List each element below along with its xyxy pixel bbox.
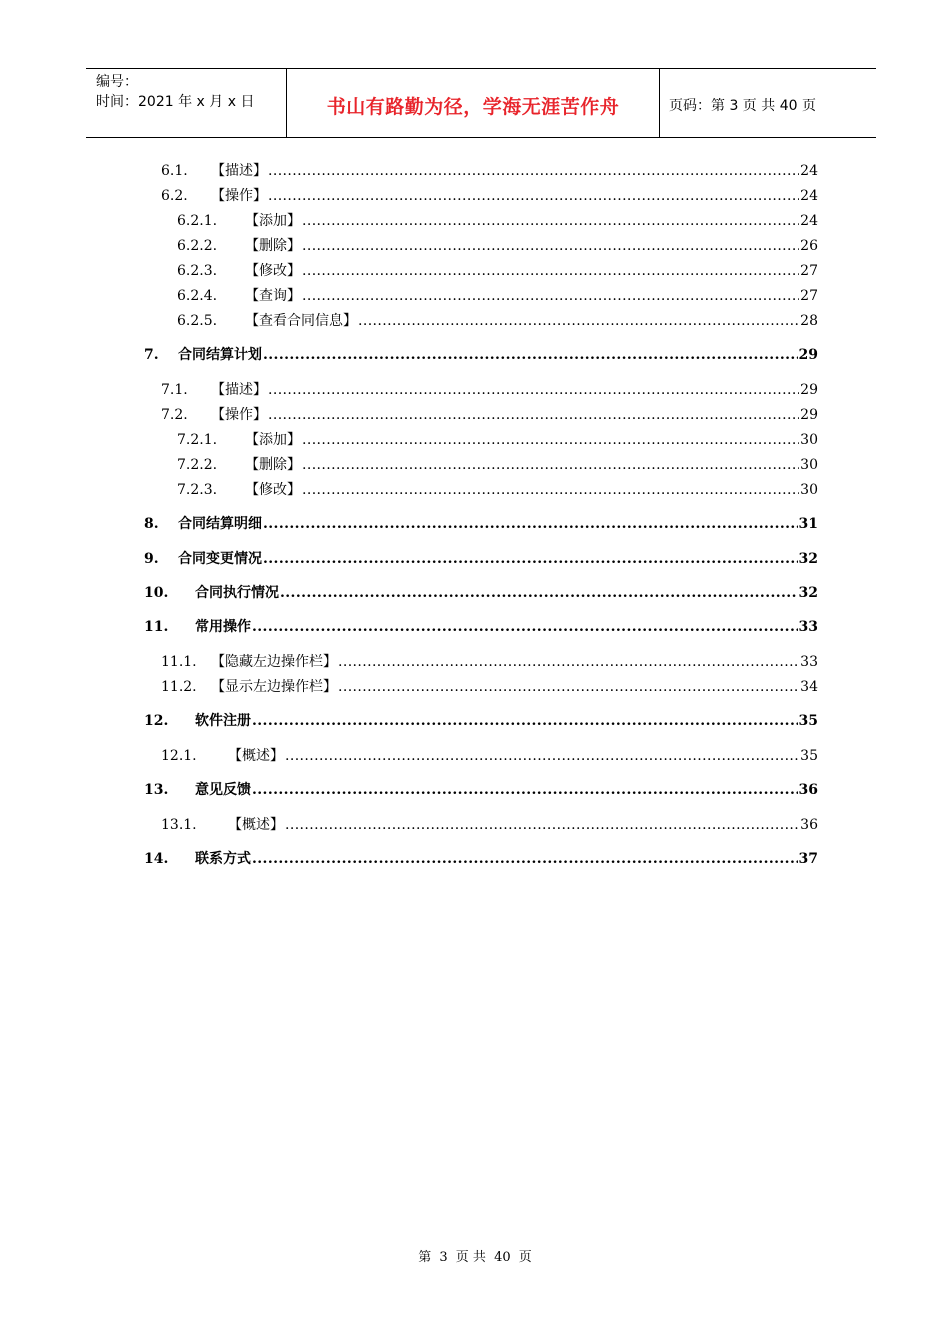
toc-entry[interactable] [144, 848, 818, 870]
toc-entry-number: 11.1. [161, 654, 197, 670]
toc-entry-number: 6.2. [161, 188, 188, 204]
toc-entry[interactable] [177, 310, 818, 332]
toc-dot-leader [285, 814, 799, 836]
toc-entry-page: 24 [800, 213, 818, 229]
toc-entry-page: 24 [800, 163, 818, 179]
toc-entry-page: 29 [800, 382, 818, 398]
toc-entry-page: 36 [800, 817, 818, 833]
toc-entry-page: 33 [800, 654, 818, 670]
toc-entry-title: 【添加】 [245, 432, 301, 448]
toc-entry-number: 7.2.3. [177, 482, 218, 498]
toc-dot-leader [268, 185, 799, 207]
footer-prefix: 第 [418, 1250, 432, 1265]
toc-entry-page: 34 [800, 679, 818, 695]
toc-entry-number: 6.1. [161, 163, 188, 179]
toc-dot-leader [302, 479, 799, 501]
header-motto: 书山有路勤为径，学海无涯苦作舟 [287, 69, 660, 137]
toc-entry-page: 24 [800, 188, 818, 204]
toc-entry-number: 7.2.1. [177, 432, 218, 448]
toc-dot-leader [302, 285, 799, 307]
toc-entry-number: 11. [144, 619, 169, 635]
toc-entry[interactable] [144, 344, 818, 366]
toc-dot-leader [263, 548, 798, 570]
toc-entry[interactable] [161, 745, 818, 767]
toc-entry-title: 【修改】 [245, 482, 301, 498]
toc-entry-page: 32 [798, 551, 818, 567]
toc-entry[interactable] [144, 616, 818, 638]
toc-entry-page: 30 [800, 432, 818, 448]
time-label: 时间：2021 年 x 月 x 日 [96, 94, 255, 110]
toc-entry-number: 13.1. [161, 817, 197, 833]
toc-dot-leader [252, 710, 798, 732]
toc-entry-title: 【添加】 [245, 213, 301, 229]
toc-dot-leader [263, 513, 798, 535]
toc-dot-leader [302, 235, 799, 257]
toc-entry-title: 【查询】 [245, 288, 301, 304]
toc-entry-number: 8. [144, 516, 159, 532]
toc-dot-leader [302, 454, 799, 476]
toc-entry-page: 27 [800, 263, 818, 279]
toc-entry[interactable] [161, 404, 818, 426]
toc-entry-title: 联系方式 [195, 851, 251, 867]
toc-entry-page: 32 [798, 585, 818, 601]
toc-entry-number: 7. [144, 347, 159, 363]
toc-entry-title: 合同执行情况 [195, 585, 279, 601]
toc-entry-page: 29 [798, 347, 818, 363]
toc-entry-number: 7.2. [161, 407, 188, 423]
toc-entry-title: 【删除】 [245, 238, 301, 254]
toc-entry[interactable] [161, 379, 818, 401]
toc-dot-leader [263, 344, 798, 366]
toc-entry[interactable] [177, 285, 818, 307]
toc-entry-title: 常用操作 [195, 619, 251, 635]
toc-entry[interactable] [144, 710, 818, 732]
toc-entry[interactable] [144, 582, 818, 604]
toc-entry[interactable] [161, 676, 818, 698]
toc-entry-title: 【描述】 [211, 382, 267, 398]
toc-entry[interactable] [177, 260, 818, 282]
toc-entry-number: 6.2.4. [177, 288, 218, 304]
toc-entry-number: 6.2.1. [177, 213, 218, 229]
toc-entry-title: 合同结算计划 [178, 347, 262, 363]
toc-entry-number: 12. [144, 713, 169, 729]
toc-entry-title: 【查看合同信息】 [245, 313, 357, 329]
toc-entry-page: 37 [798, 851, 818, 867]
toc-dot-leader [268, 379, 799, 401]
toc-entry[interactable] [177, 429, 818, 451]
toc-entry-number: 9. [144, 551, 159, 567]
toc-entry-page: 26 [800, 238, 818, 254]
footer-middle: 页 共 [455, 1250, 486, 1265]
toc-entry-title: 【删除】 [245, 457, 301, 473]
toc-dot-leader [302, 260, 799, 282]
toc-entry-number: 11.2. [161, 679, 197, 695]
toc-entry-page: 28 [800, 313, 818, 329]
toc-entry-page: 29 [800, 407, 818, 423]
toc-entry-title: 合同结算明细 [178, 516, 262, 532]
header-page-label: 页码：第 3 页 共 40 页 [669, 97, 816, 114]
toc-entry-title: 【显示左边操作栏】 [211, 679, 337, 695]
toc-dot-leader [285, 745, 799, 767]
page-footer [0, 1246, 950, 1265]
toc-entry-number: 10. [144, 585, 169, 601]
toc-entry[interactable] [144, 513, 818, 535]
toc-entry-number: 12.1. [161, 748, 197, 764]
toc-entry[interactable] [144, 779, 818, 801]
toc-entry-title: 【概述】 [228, 817, 284, 833]
toc-dot-leader [338, 676, 799, 698]
toc-dot-leader [268, 160, 799, 182]
toc-dot-leader [358, 310, 799, 332]
toc-entry-title: 【操作】 [211, 188, 267, 204]
page-header [86, 68, 876, 138]
toc-entry-number: 14. [144, 851, 169, 867]
toc-dot-leader [252, 779, 798, 801]
toc-entry[interactable] [161, 160, 818, 182]
toc-entry-page: 36 [798, 782, 818, 798]
toc-entry-page: 35 [800, 748, 818, 764]
toc-dot-leader [252, 848, 798, 870]
toc-entry-title: 【隐藏左边操作栏】 [211, 654, 337, 670]
toc-entry[interactable] [177, 210, 818, 232]
toc-entry-page: 30 [800, 482, 818, 498]
toc-entry-number: 13. [144, 782, 169, 798]
footer-suffix: 页 [518, 1250, 532, 1265]
toc-entry[interactable] [144, 548, 818, 570]
toc-entry[interactable] [177, 479, 818, 501]
toc-entry-page: 31 [798, 516, 818, 532]
header-info-cell [86, 69, 287, 137]
toc-dot-leader [280, 582, 798, 604]
toc-entry-title: 意见反馈 [195, 782, 251, 798]
toc-entry[interactable] [161, 814, 818, 836]
toc-dot-leader [268, 404, 799, 426]
footer-page-number: 3 [439, 1250, 448, 1265]
toc-entry-number: 6.2.5. [177, 313, 218, 329]
toc-entry-number: 6.2.3. [177, 263, 218, 279]
toc-dot-leader [302, 210, 799, 232]
toc-entry-title: 【概述】 [228, 748, 284, 764]
toc-dot-leader [338, 651, 799, 673]
toc-dot-leader [252, 616, 798, 638]
toc-entry[interactable] [177, 454, 818, 476]
footer-total-pages: 40 [494, 1250, 511, 1265]
toc-entry-number: 6.2.2. [177, 238, 218, 254]
toc-entry[interactable] [161, 651, 818, 673]
toc-dot-leader [302, 429, 799, 451]
toc-entry-number: 7.1. [161, 382, 188, 398]
toc-entry-title: 软件注册 [195, 713, 251, 729]
toc-entry-page: 27 [800, 288, 818, 304]
toc-entry-number: 7.2.2. [177, 457, 218, 473]
toc-entry[interactable] [161, 185, 818, 207]
toc-entry-title: 【描述】 [211, 163, 267, 179]
toc-entry-title: 【修改】 [245, 263, 301, 279]
toc-entry-page: 35 [798, 713, 818, 729]
toc-entry-page: 30 [800, 457, 818, 473]
toc-entry[interactable] [177, 235, 818, 257]
number-label: 编号： [96, 74, 138, 90]
toc-entry-title: 【操作】 [211, 407, 267, 423]
toc-entry-page: 33 [798, 619, 818, 635]
toc-entry-title: 合同变更情况 [178, 551, 262, 567]
